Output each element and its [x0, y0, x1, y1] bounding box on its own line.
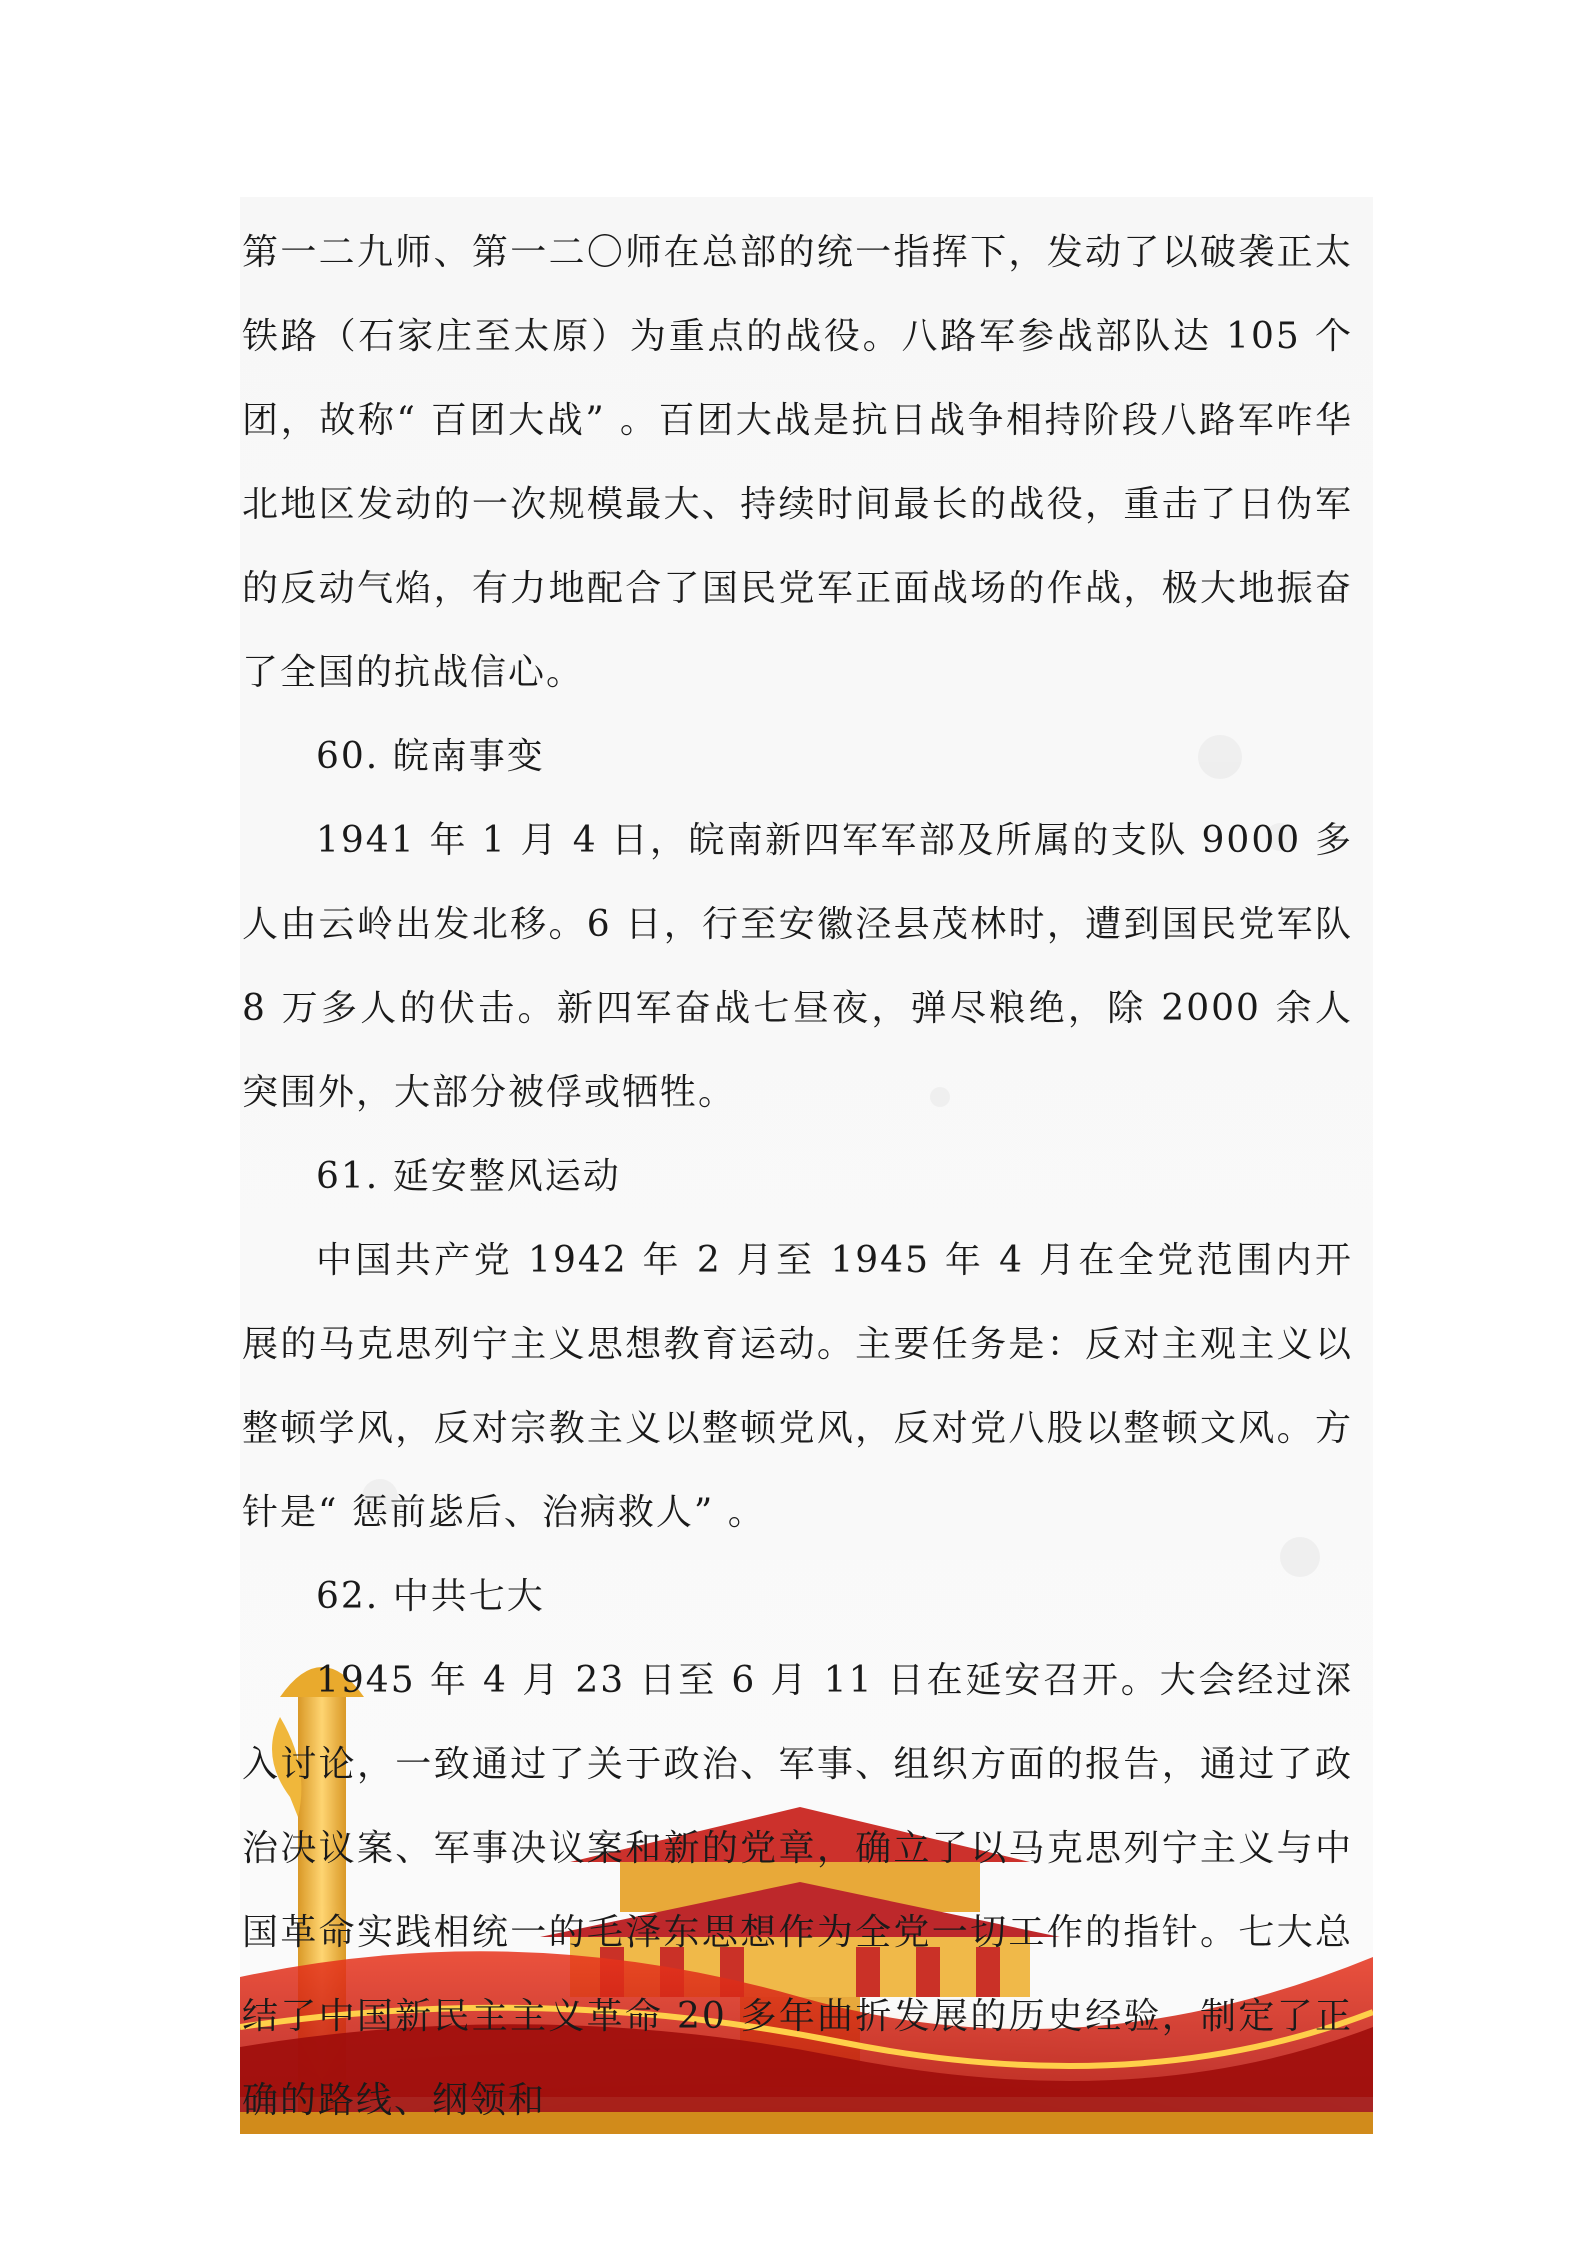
page-panel [240, 197, 1373, 2134]
paragraph-hundred-regiments: 第一二九师、第一二〇师在总部的统一指挥下，发动了以破袭正太铁路（石家庄至太原）为重点的战役。八路军参战部队达 105 个团，故称“ 百团大战” 。百团大战是抗日战争相持阶段八路军咋华北地区发动的一次规模最大、持续时间最长的战役，重击了日伪军的反动气焰，有力地配合了国民党军正面战场的作战，极大地振奋了全国的抗战信心。 [242, 232, 1353, 693]
paragraph-yanan-rectification: 中国共产党 1942 年 2 月至 1945 年 4 月在全党范围内开展的马克思列宁主义思想教育运动。主要任务是：反对主观主义以整顿学风，反对宗教主义以整顿党风，反对党八股以整顿文风。方针是“ 惩前毖后、治病救人” 。 [242, 1240, 1353, 1533]
paragraph-wannan-incident: 1941 年 1 月 4 日，皖南新四军军部及所属的支队 9000 多人由云岭出发北移。6 日，行至安徽泾县茂林时，遭到国民党军队 8 万多人的伏击。新四军奋战七昼夜，弹尽粮绝，除 2000 余人突围外，大部分被俘或牺牲。 [242, 820, 1353, 1113]
heading-yanan-rectification: 61. 延安整风运动 [316, 1156, 621, 1197]
paragraph-seventh-congress: 1945 年 4 月 23 日至 6 月 11 日在延安召开。大会经过深入讨论，一致通过了关于政治、军事、组织方面的报告，通过了政治决议案、军事决议案和新的党章，确立了以马克思列宁主义与中国革命实践相统一的毛泽东思想作为全党一切工作的指针。七大总结了中国新民主主义革命 20 多年曲折发展的历史经验，制定了正确的路线、纲领和 [242, 1660, 1353, 2121]
heading-wannan-incident: 60. 皖南事变 [316, 736, 545, 777]
document-text [240, 197, 1373, 2134]
heading-seventh-congress: 62. 中共七大 [316, 1576, 545, 1617]
